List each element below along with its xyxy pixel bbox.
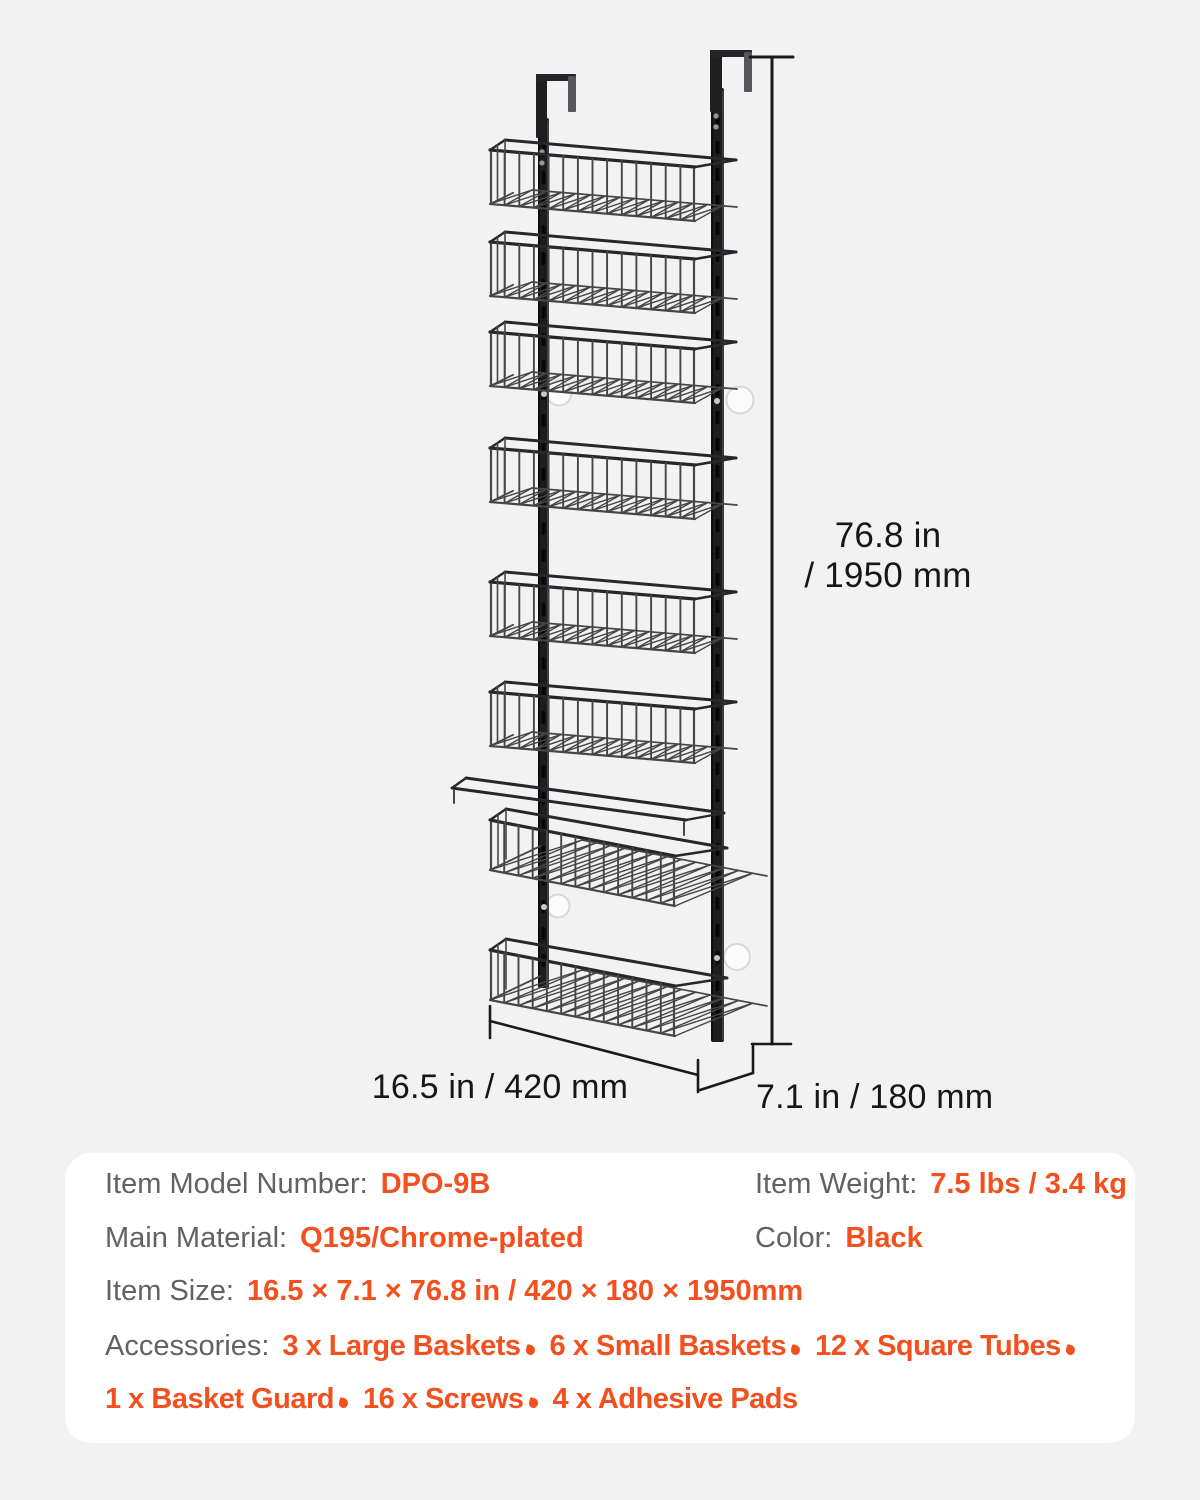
accessory-item: 6 x Small Baskets xyxy=(549,1330,787,1362)
accessories-line2 xyxy=(105,1383,798,1415)
color-label: Color: xyxy=(755,1222,833,1254)
dimension-height-line2: / 1950 mm xyxy=(804,556,972,595)
dimension-width-label: 16.5 in / 420 mm xyxy=(371,1068,629,1106)
size-value: 16.5 × 7.1 × 76.8 in / 420 × 180 × 1950mm xyxy=(246,1275,804,1307)
ideographic-comma-separator xyxy=(338,1397,349,1409)
spec-panel xyxy=(65,1153,1135,1443)
accessory-item: 1 x Basket Guard xyxy=(105,1383,334,1415)
color-value: Black xyxy=(845,1222,923,1254)
material-label: Main Material: xyxy=(105,1222,288,1254)
spec-row-model-weight xyxy=(105,1168,1127,1200)
accessory-item: 12 x Square Tubes xyxy=(815,1330,1061,1362)
dimension-height-line1: 76.8 in xyxy=(834,516,942,555)
ideographic-comma-separator xyxy=(790,1344,801,1356)
accessory-item: 3 x Large Baskets xyxy=(282,1330,521,1362)
ideographic-comma-separator xyxy=(1065,1344,1076,1356)
spec-row-size xyxy=(105,1275,1109,1307)
spec-row-material-color xyxy=(105,1222,1109,1254)
size-label: Item Size: xyxy=(105,1275,234,1307)
weight-label: Item Weight: xyxy=(755,1168,918,1200)
dimension-height-label xyxy=(793,516,983,596)
weight-value: 7.5 lbs / 3.4 kg xyxy=(930,1168,1127,1200)
accessories-label: Accessories: xyxy=(105,1330,270,1362)
spec-row-accessories xyxy=(105,1330,1109,1362)
accessory-item: 16 x Screws xyxy=(362,1383,524,1415)
ideographic-comma-separator xyxy=(524,1344,535,1356)
model-label: Item Model Number: xyxy=(105,1168,368,1200)
material-value: Q195/Chrome-plated xyxy=(300,1222,584,1254)
model-value: DPO-9B xyxy=(380,1168,491,1200)
accessory-item: 4 x Adhesive Pads xyxy=(552,1383,798,1415)
dimension-depth-label: 7.1 in / 180 mm xyxy=(756,1078,994,1116)
ideographic-comma-separator xyxy=(527,1397,538,1409)
accessories-line1 xyxy=(269,1330,1089,1362)
spec-row-accessories-2 xyxy=(105,1383,1109,1415)
